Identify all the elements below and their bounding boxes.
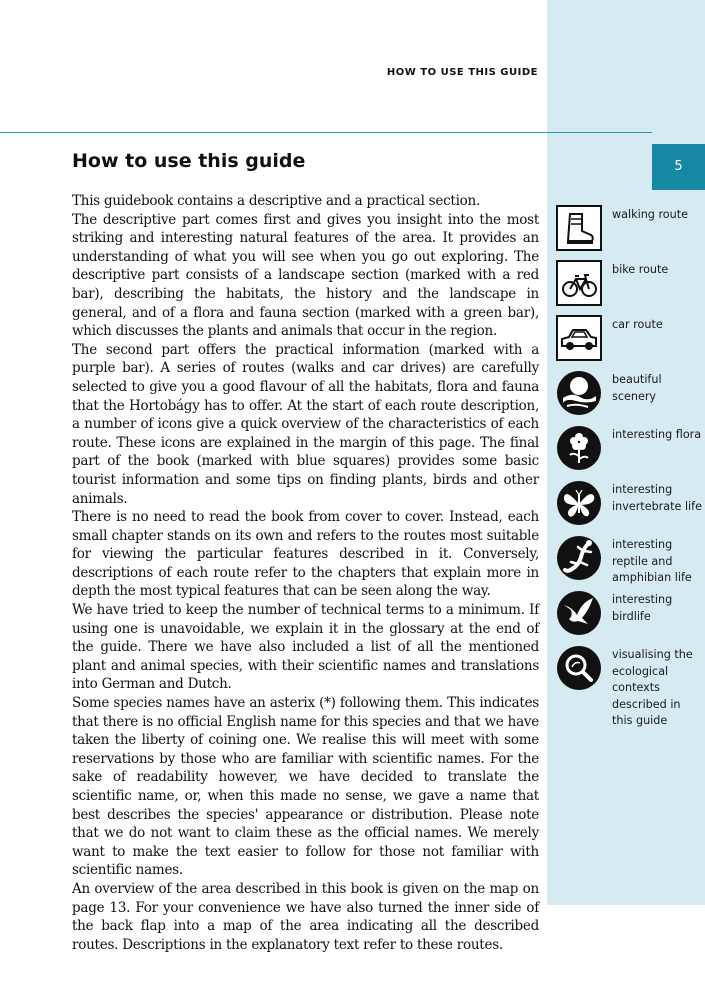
magnifier-icon <box>556 645 602 691</box>
butterfly-icon <box>556 480 602 526</box>
paragraph: The descriptive part comes first and gives you insight into the most striking and interesting natural features of the area. It provides an understanding of what you will see when you go out exploring. The descriptive part consists of a landscape section (marked with a red bar), describing the habitats, the history and the landscape in general, and of a flora and fauna section (marked with a green bar), which discusses the plants and animals that occur in the region. <box>72 211 539 340</box>
paragraph: The second part offers the practical information (marked with a purple bar). A series of routes (walks and car drives) are carefully selected to give you a good flavour of all the habitats, flora and fauna that the Hortobágy has to offer. At the start of each route description, a number of icons give a quick overview of the characteristics of each route. These icons are explained in the margin of this page. The final part of the book (marked with blue squares) provides some basic tourist information and some tips on finding plants, birds and other animals. <box>72 341 539 507</box>
legend-label: visualising the ecological contexts described in this guide <box>612 648 693 727</box>
bird-icon <box>556 590 602 636</box>
car-icon <box>556 315 602 361</box>
lizard-icon <box>556 535 602 581</box>
legend-label: bike route <box>612 263 669 276</box>
paragraph: There is no need to read the book from cover to cover. Instead, each small chapter stands on its own and refers to the routes most suitable for viewing the particular features described in it. Conversely, descriptions of each route refer to the chapters that explain more in depth the most typical features that can be seen along the way. <box>72 509 539 600</box>
header-rule <box>0 132 652 133</box>
paragraph: We have tried to keep the number of technical terms to a minimum. If using one is unavoidable, we explain it in the glossary at the end of the guide. There we have also included a list of all the mentioned plant and animal species, with their scientific names and translations into German and Dutch. <box>72 602 539 693</box>
walking-boot-icon <box>556 205 602 251</box>
bicycle-icon <box>556 260 602 306</box>
legend-label: car route <box>612 318 663 331</box>
flower-icon <box>556 425 602 471</box>
page-title: How to use this guide <box>72 150 306 172</box>
paragraph: Some species names have an asterix (*) following them. This indicates that there is no official English name for this species and that we have taken the liberty of coining one. We realise this will meet with some reservations by those who are familiar with scientific names. For the sake of readability however, we have decided to translate the scientific name, or, when this made no sense, we gave a name that best describes the species' appearance or distribution. Please note that we do not want to claim these as the official names. We merely want to make the text easier to follow for those not familiar with scientific names. <box>72 695 539 879</box>
legend-label: interesting birdlife <box>612 593 673 623</box>
legend-label: walking route <box>612 208 689 221</box>
running-header: HOW TO USE THIS GUIDE <box>386 67 538 78</box>
legend-label: interesting flora <box>612 428 702 441</box>
paragraph: An overview of the area described in this book is given on the map on page 13. For your convenience we have also turned the inner side of the back flap into a map of the area indicating all the described routes. Descriptions in the explanatory text refer to these routes. <box>72 880 539 953</box>
page-number: 5 <box>652 144 705 190</box>
legend-label: interesting invertebrate life <box>612 483 702 513</box>
article-body <box>72 192 539 954</box>
legend-label: interesting reptile and amphibian life <box>612 538 692 584</box>
legend-label: beautiful scenery <box>612 373 662 403</box>
paragraph: This guidebook contains a descriptive and a practical section. <box>72 193 481 209</box>
scenery-icon <box>556 370 602 416</box>
